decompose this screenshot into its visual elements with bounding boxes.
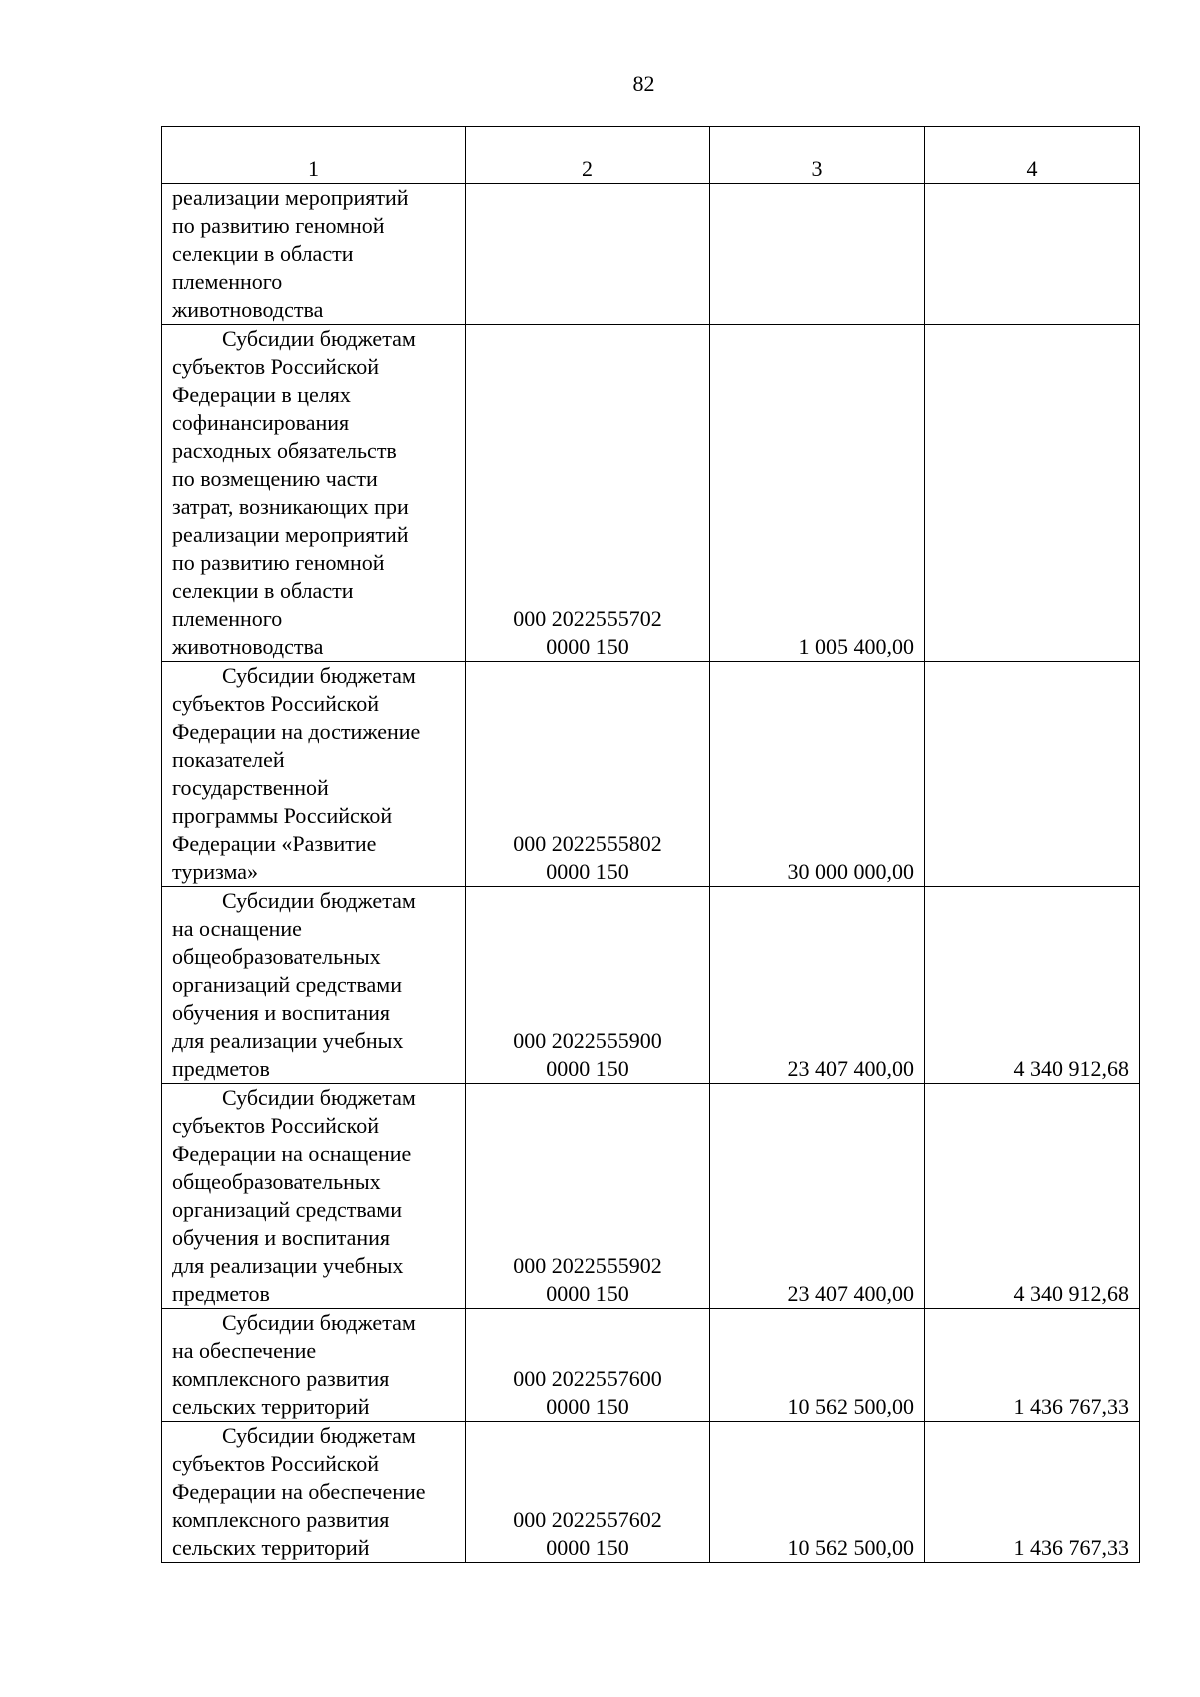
description-line: Субсидии бюджетам xyxy=(222,888,416,913)
description-line: затрат, возникающих при xyxy=(172,494,409,519)
budget-code-line: 000 2022555900 xyxy=(513,1028,662,1053)
row-amount-col4: 4 340 912,68 xyxy=(925,887,1140,1084)
description-line: на обеспечение xyxy=(172,1338,317,1363)
budget-code-line: 0000 150 xyxy=(546,1056,629,1081)
budget-code-line: 000 2022555902 xyxy=(513,1253,662,1278)
table-row xyxy=(162,325,1140,662)
description-line: Федерации на обеспечение xyxy=(172,1479,426,1504)
description-line: животноводства xyxy=(172,297,324,322)
column-header-2: 2 xyxy=(466,127,710,184)
description-line: сельских территорий xyxy=(172,1535,370,1560)
description-line: общеобразовательных xyxy=(172,944,381,969)
description-line: государственной xyxy=(172,775,329,800)
description-line: комплексного развития xyxy=(172,1366,390,1391)
row-amount-col4 xyxy=(925,184,1140,325)
description-line: реализации мероприятий xyxy=(172,522,409,547)
description-line: софинансирования xyxy=(172,410,350,435)
row-budget-code xyxy=(466,887,710,1084)
description-line: Федерации на оснащение xyxy=(172,1141,412,1166)
budget-table xyxy=(161,126,1140,1563)
row-description xyxy=(162,887,466,1084)
row-description xyxy=(162,1422,466,1563)
budget-code-line: 0000 150 xyxy=(546,859,629,884)
description-line: Федерации в целях xyxy=(172,382,351,407)
row-budget-code xyxy=(466,325,710,662)
description-line: организаций средствами xyxy=(172,1197,402,1222)
description-line: по развитию геномной xyxy=(172,550,385,575)
description-line: Федерации «Развитие xyxy=(172,831,377,856)
description-line: комплексного развития xyxy=(172,1507,390,1532)
table-row xyxy=(162,1084,1140,1309)
column-header-4: 4 xyxy=(925,127,1140,184)
row-budget-code xyxy=(466,1084,710,1309)
row-amount-col3: 10 562 500,00 xyxy=(710,1422,925,1563)
budget-code-line: 0000 150 xyxy=(546,634,629,659)
description-line: Субсидии бюджетам xyxy=(222,1085,416,1110)
page-number: 82 xyxy=(632,71,655,96)
column-header-3: 3 xyxy=(710,127,925,184)
description-line: субъектов Российской xyxy=(172,354,380,379)
row-amount-col4: 1 436 767,33 xyxy=(925,1422,1140,1563)
column-header-1: 1 xyxy=(162,127,466,184)
budget-code-line: 000 2022557602 xyxy=(513,1507,662,1532)
row-amount-col3: 1 005 400,00 xyxy=(710,325,925,662)
description-line: Субсидии бюджетам xyxy=(222,663,416,688)
description-line: Федерации на достижение xyxy=(172,719,421,744)
row-amount-col4 xyxy=(925,325,1140,662)
description-line: предметов xyxy=(172,1281,270,1306)
description-line: субъектов Российской xyxy=(172,691,380,716)
row-amount-col3: 30 000 000,00 xyxy=(710,662,925,887)
description-line: сельских территорий xyxy=(172,1394,370,1419)
table-row xyxy=(162,662,1140,887)
description-line: обучения и воспитания xyxy=(172,1000,391,1025)
row-amount-col3: 23 407 400,00 xyxy=(710,887,925,1084)
description-line: Субсидии бюджетам xyxy=(222,1423,416,1448)
row-description xyxy=(162,1084,466,1309)
description-line: для реализации учебных xyxy=(172,1028,404,1053)
description-line: Субсидии бюджетам xyxy=(222,326,416,351)
row-description xyxy=(162,1309,466,1422)
table-row xyxy=(162,1422,1140,1563)
description-line: племенного xyxy=(172,606,283,631)
table-row xyxy=(162,1309,1140,1422)
row-budget-code xyxy=(466,184,710,325)
description-line: для реализации учебных xyxy=(172,1253,404,1278)
row-amount-col4: 1 436 767,33 xyxy=(925,1309,1140,1422)
description-line: программы Российской xyxy=(172,803,393,828)
row-budget-code xyxy=(466,662,710,887)
row-budget-code xyxy=(466,1309,710,1422)
row-amount-col3: 10 562 500,00 xyxy=(710,1309,925,1422)
row-description xyxy=(162,662,466,887)
table-header-row xyxy=(162,127,1140,184)
description-line: субъектов Российской xyxy=(172,1113,380,1138)
budget-code-line: 000 2022557600 xyxy=(513,1366,662,1391)
description-line: общеобразовательных xyxy=(172,1169,381,1194)
description-line: Субсидии бюджетам xyxy=(222,1310,416,1335)
row-budget-code xyxy=(466,1422,710,1563)
description-line: предметов xyxy=(172,1056,270,1081)
budget-code-line: 000 2022555702 xyxy=(513,606,662,631)
budget-code-line: 000 2022555802 xyxy=(513,831,662,856)
row-amount-col3: 23 407 400,00 xyxy=(710,1084,925,1309)
description-line: селекции в области xyxy=(172,578,354,603)
description-line: реализации мероприятий xyxy=(172,185,409,210)
description-line: туризма» xyxy=(172,859,259,884)
description-line: обучения и воспитания xyxy=(172,1225,391,1250)
description-line: селекции в области xyxy=(172,241,354,266)
row-description xyxy=(162,325,466,662)
description-line: показателей xyxy=(172,747,285,772)
description-line: организаций средствами xyxy=(172,972,402,997)
description-line: на оснащение xyxy=(172,916,302,941)
table-row xyxy=(162,184,1140,325)
description-line: субъектов Российской xyxy=(172,1451,380,1476)
row-amount-col4: 4 340 912,68 xyxy=(925,1084,1140,1309)
description-line: по возмещению части xyxy=(172,466,378,491)
description-line: животноводства xyxy=(172,634,324,659)
description-line: расходных обязательств xyxy=(172,438,397,463)
row-description xyxy=(162,184,466,325)
budget-code-line: 0000 150 xyxy=(546,1281,629,1306)
table-row xyxy=(162,887,1140,1084)
description-line: по развитию геномной xyxy=(172,213,385,238)
description-line: племенного xyxy=(172,269,283,294)
row-amount-col4 xyxy=(925,662,1140,887)
budget-code-line: 0000 150 xyxy=(546,1394,629,1419)
row-amount-col3 xyxy=(710,184,925,325)
budget-code-line: 0000 150 xyxy=(546,1535,629,1560)
